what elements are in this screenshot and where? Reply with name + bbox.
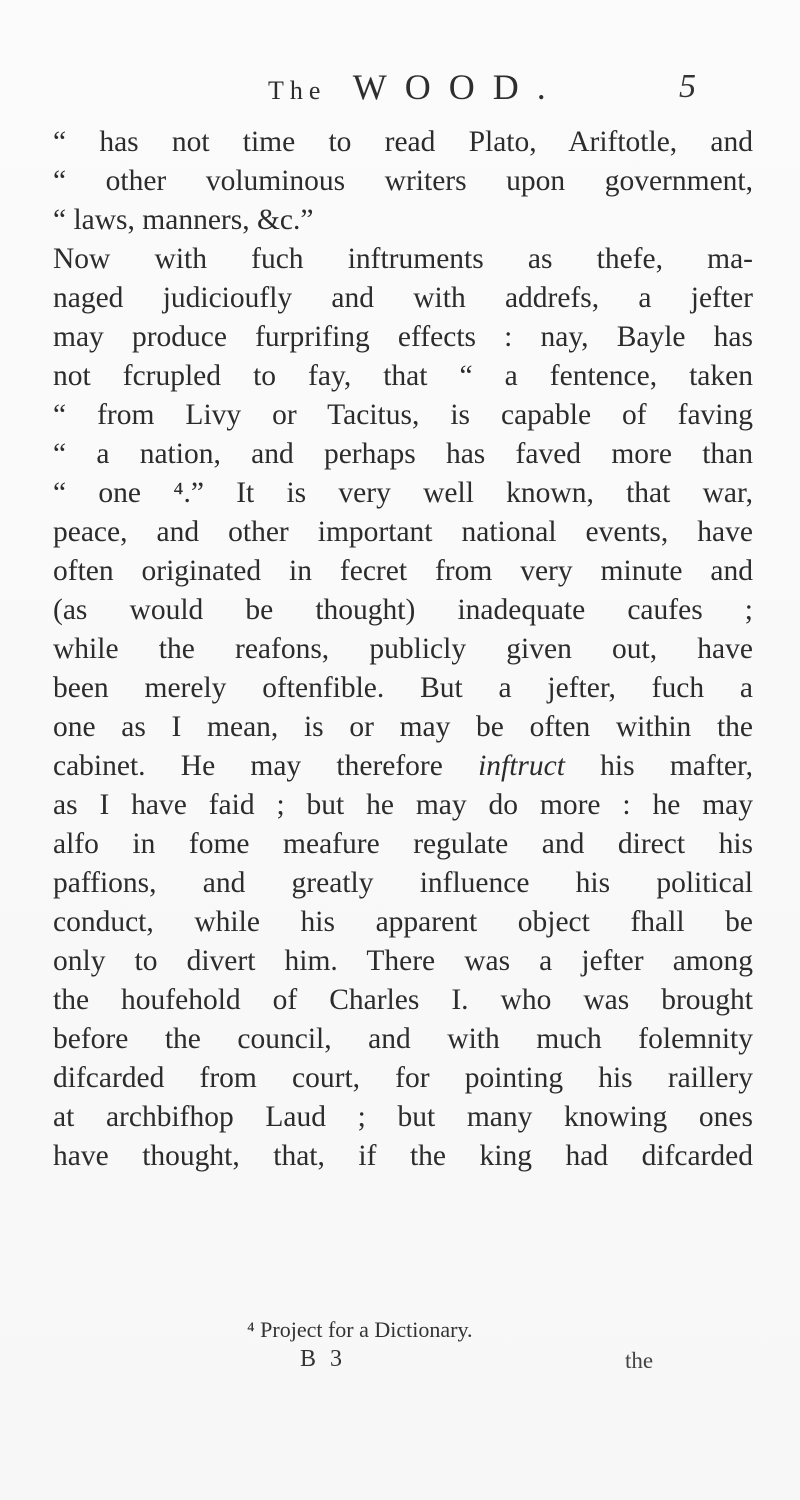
text-line-9: “ a nation, and perhaps has faved more than [53,438,753,470]
text-line-17: cabinet. He may therefore inftruct his mafter, [53,750,753,782]
text-line-1: “ has not time to read Plato, Ariftotle, and [53,126,753,158]
text-line-18: as I have faid ; but he may do more : he may [53,789,753,821]
running-title-wood: WOOD. [352,67,564,107]
text-line-11: peace, and other important national events, have [53,516,753,548]
text-line-7: not fcrupled to fay, that “ a fentence, taken [53,360,753,392]
text-line-3: “ laws, manners, &c.” [53,204,314,236]
text-line-12: often originated in fecret from very minute and [53,555,753,587]
running-head [0,66,800,106]
running-title [268,66,564,108]
text-line-21: conduct, while his apparent object fhall be [53,906,753,938]
text-line-26: at archbifhop Laud ; but many knowing ones [53,1101,753,1133]
running-title-the: The [268,76,327,105]
text-line-20: paffions, and greatly influence his political [53,867,753,899]
footnote: ⁴ Project for a Dictionary. [247,1317,473,1342]
italic-word: inftruct [478,750,565,782]
text-line-13: (as would be thought) inadequate caufes ; [53,594,753,626]
signature-mark: B 3 [300,1346,347,1372]
text-line-27: have thought, that, if the king had difcarded [53,1140,753,1172]
text-line-25: difcarded from court, for pointing his raillery [53,1062,753,1094]
text-line-10: “ one ⁴.” It is very well known, that war, [53,477,753,509]
text-line-22: only to divert him. There was a jefter among [53,945,753,977]
body-text [53,123,753,1176]
text-line-2: “ other voluminous writers upon government, [53,165,753,197]
page-number: 5 [679,68,696,105]
text-line-19: alfo in fome meafure regulate and direct his [53,828,753,860]
catchword: the [625,1348,654,1373]
text-line-4: Now with fuch inftruments as thefe, ma- [53,243,753,275]
text-line-14: while the reafons, publicly given out, have [53,633,753,665]
text-line-24: before the council, and with much folemnity [53,1023,753,1055]
text-line-23: the houfehold of Charles I. who was brought [53,984,753,1016]
text-line-16: one as I mean, is or may be often within the [53,711,753,743]
text-line-8: “ from Livy or Tacitus, is capable of faving [53,399,753,431]
text-line-15: been merely oftenfible. But a jefter, fuch a [53,672,753,704]
text-line-6: may produce furprifing effects : nay, Bayle has [53,321,753,353]
text-line-5: naged judicioufly and with addrefs, a jefter [53,282,753,314]
